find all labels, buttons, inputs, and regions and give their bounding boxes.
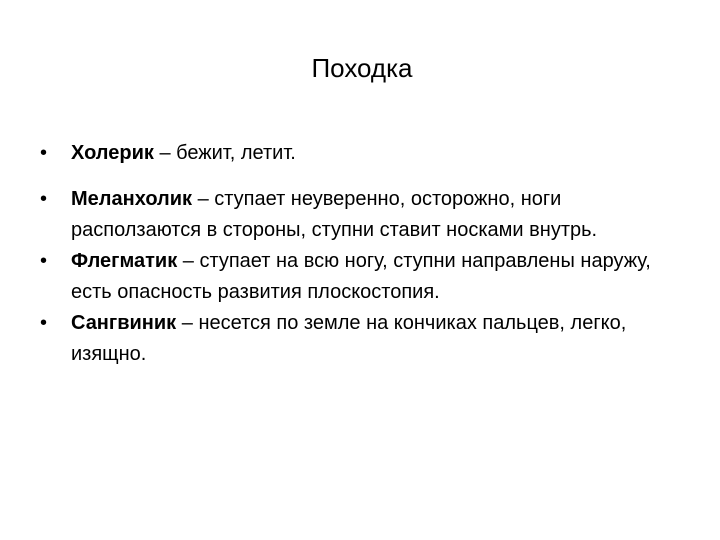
bullet-item-melancholic xyxy=(40,184,680,246)
bullet-dot: • xyxy=(40,250,48,272)
bullet-dot: • xyxy=(40,312,48,334)
bullet-item-choleric xyxy=(40,138,680,169)
bullet-text: – несется по земле на кончиках пальцев, легко, изящно. xyxy=(71,312,627,365)
bullet-item-phlegmatic xyxy=(40,246,680,308)
slide-title xyxy=(0,50,720,86)
bullet-term: Флегматик xyxy=(71,250,178,272)
bullet-text: – бежит, летит. xyxy=(153,142,296,164)
slide-title-text: Походка xyxy=(311,53,413,83)
bullet-text: – ступает неуверенно, осторожно, ноги расползаются в стороны, ступни ставит носками внутрь. xyxy=(71,188,598,241)
bullet-term: Меланхолик xyxy=(71,188,193,210)
bullet-text: – ступает на всю ногу, ступни направлены наружу, есть опасность развития плоскостопия. xyxy=(71,250,651,303)
bullet-dot: • xyxy=(40,142,48,164)
bullet-term: Холерик xyxy=(71,142,154,164)
bullet-dot: • xyxy=(40,188,48,210)
bullet-item-sanguine xyxy=(40,308,680,370)
bullet-list xyxy=(40,138,680,370)
bullet-term: Сангвиник xyxy=(71,312,177,334)
